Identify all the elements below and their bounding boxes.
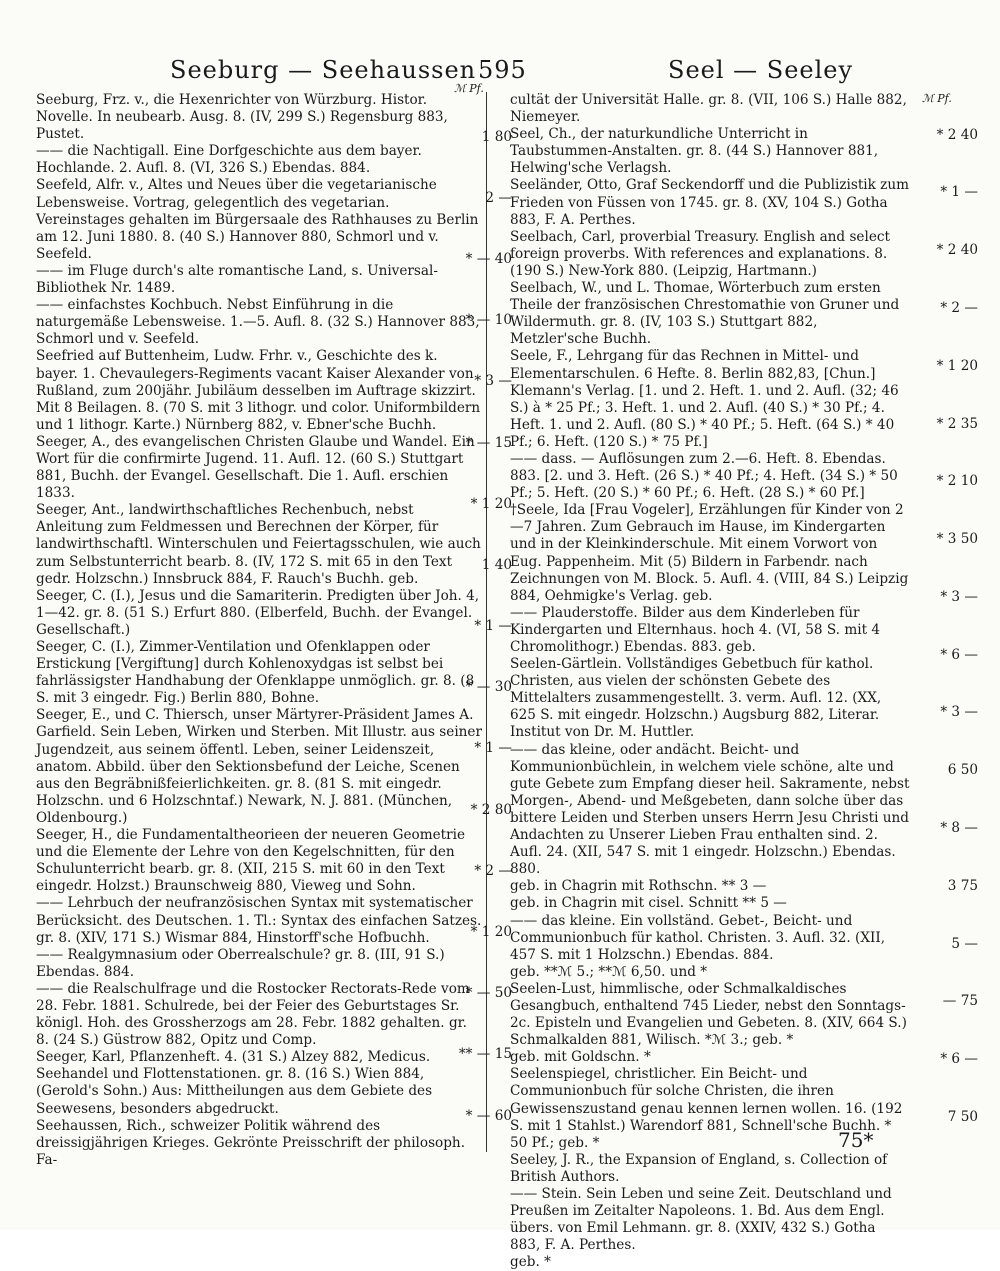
- price-value: — 75: [942, 993, 978, 1009]
- bibliography-entry: —— Stein. Sein Leben und seine Zeit. Deutschland und Preußen im Zeitalter Napoleons. 1. Bd. Aus dem Engl. übers. von Emil Lehmann. gr. 8. (XXIV, 432 S.) Gotha 883, F. A. Perthes.: [510, 1186, 892, 1254]
- bibliography-entry: Seelen-Gärtlein. Vollständiges Gebetbuch für kathol. Christen, aus vielen der schönsten Gebete des Mittelalters zusammengestellt. 3. verm. Aufl. 12. (XX, 625 S. mit eingedr. Holzschn.) Augsburg 882, Literar. Institut von Dr. M. Huttler.: [510, 656, 882, 741]
- bibliography-entry: geb. **ℳ 5.; **ℳ 6,50. und *: [510, 963, 708, 980]
- bibliography-entry: Seeger, A., des evangelischen Christen Glaube und Wandel. Ein Wort für die confirmirte Jugend. 11. Aufl. 12. (60 S.) Stuttgart 881, Buchh. der Evangel. Gesellschaft. Die 1. Aufl. erschien 1833.: [36, 433, 475, 502]
- bibliography-entry: —— Lehrbuch der neufranzösischen Syntax mit systematischer Berücksicht. des Deutschen. 1. Tl.: Syntax des einfachen Satzes. gr. 8. (XIV, 171 S.) Wismar 884, Hinstorff'sche Hofbuchh.: [36, 895, 482, 946]
- bibliography-entry: Seeger, H., die Fundamentaltheorieen der neueren Geometrie und die Elemente der Lehre von den Kegelschnitten, für den Schulunterricht bearb. gr. 8. (XII, 215 S. mit 60 in den Text eingedr. Holzst.) Braunschweig 880, Vieweg und Sohn.: [36, 827, 465, 895]
- right-column: [510, 92, 910, 1271]
- price-value: * 1 —: [940, 184, 978, 200]
- price-value: * — 30: [465, 679, 512, 695]
- bibliography-entry: Seel, Ch., der naturkundliche Unterricht in Taubstummen-Anstalten. gr. 8. (44 S.) Hannover 881, Helwing'sche Verlagsh.: [510, 126, 879, 177]
- price-value: * 1 20: [470, 924, 512, 940]
- bibliography-entry: Seehandel und Flottenstationen. gr. 8. (16 S.) Wien 884, (Gerold's Sohn.) Aus: Mittheilungen aus dem Gebiete des Seewesens, besonders abgedruckt.: [36, 1066, 433, 1117]
- bibliography-entry: cultät der Universität Halle. gr. 8. (VII, 106 S.) Halle 882, Niemeyer.: [510, 92, 907, 126]
- price-value: 6 50: [947, 762, 978, 778]
- page-number: 595: [478, 56, 527, 84]
- bibliography-entry: —— Plauderstoffe. Bilder aus dem Kinderleben für Kindergarten und Elternhaus. hoch 4. (VI, 58 S. mit 4 Chromolithogr.) Ebendas. 883. geb.: [510, 604, 880, 655]
- running-header-left: Seeburg — Seehaussen: [170, 56, 477, 84]
- bibliography-entry: Seeger, Karl, Pflanzenheft. 4. (31 S.) Alzey 882, Medicus.: [36, 1049, 431, 1066]
- price-value: 1 80: [481, 129, 512, 145]
- price-value: * 2 —: [474, 863, 512, 879]
- price-value: * 1 —: [474, 740, 512, 756]
- running-header-right: Seel — Seeley: [668, 56, 854, 84]
- price-value: * 2 10: [936, 473, 978, 489]
- price-value: ** — 15: [458, 1046, 512, 1062]
- bibliography-entry: —— Realgymnasium oder Oberrealschule? gr. 8. (III, 91 S.) Ebendas. 884.: [36, 946, 445, 980]
- price-value: * 1 —: [474, 618, 512, 634]
- bibliography-entry: —— das kleine, oder andächt. Beicht- und Kommunionbüchlein, in welchem viele schöne, alte und gute Gebete zum Empfang dieser heil. Sakramente, nebst Morgen-, Abend- und Meßgebeten, dann solche über das bittere Leiden und Sterben unsers Herrn Jesu Christi und Andachten zu Unserer Lieben Frau enthalten sind. 2. Aufl. 24. (XII, 547 S. mit 1 eingedr. Holzschn.) Ebendas. 880.: [510, 741, 910, 878]
- price-value: 1 40: [481, 557, 512, 573]
- price-value: * 2 35: [936, 416, 978, 432]
- price-value: * — 15: [465, 435, 512, 451]
- bibliography-entry: —— einfachstes Kochbuch. Nebst Einführung in die naturgemäße Lebensweise. 1.—5. Aufl. 8. (32 S.) Hannover 883, Schmorl und v. Seefeld.: [36, 297, 480, 348]
- price-value: * 3 —: [940, 704, 978, 720]
- price-value: * 3 —: [474, 373, 512, 389]
- bibliography-entry: Seeländer, Otto, Graf Seckendorff und die Publizistik zum Frieden von Füssen von 1745. gr. 8. (XV, 104 S.) Gotha 883, F. A. Perthes.: [510, 177, 909, 228]
- bibliography-entry: †Seele, Ida [Frau Vogeler], Erzählungen für Kinder von 2—7 Jahren. Zum Gebrauch im Hause, im Kindergarten und in der Kleinkinderschule. Mit einem Vorwort von Eug. Pappenheim. Mit (5) Bildern in Farbendr. nach Zeichnungen von M. Block. 5. Aufl. 4. (VIII, 84 S.) Leipzig 884, Oehmigke's Verlag. geb.: [510, 502, 909, 604]
- price-value: 2 —: [485, 190, 512, 206]
- price-value: 5 —: [951, 936, 978, 952]
- price-value: * 1 20: [470, 496, 512, 512]
- bibliography-entry: Seefeld, Alfr. v., Altes und Neues über die vegetarianische Lebensweise. Vortrag, gelegentlich des vegetarian. Vereinstages gehalten im Bürgersaale des Rathhauses zu Berlin am 12. Juni 1880. 8. (40 S.) Hannover 880, Schmorl und v. Seefeld.: [36, 177, 479, 262]
- bibliography-entry: Seelbach, W., und L. Thomae, Wörterbuch zum ersten Theile der französischen Chrestomathie von Gruner und Wildermuth. gr. 8. (IV, 103 S.) Stuttgart 882, Metzler'sche Buchh.: [510, 280, 900, 348]
- bibliography-entry: —— die Realschulfrage und die Rostocker Rectorats-Rede vom 28. Febr. 1881. Schulrede, bei der Feier des Geburtstages Sr. königl. Hoh. des Grossherzogs am 28. Febr. 1882 gehalten. gr. 8. (24 S.) Güstrow 882, Opitz und Comp.: [36, 980, 470, 1049]
- price-value: 7 50: [947, 1109, 978, 1125]
- bibliography-entry: Seefried auf Buttenheim, Ludw. Frhr. v., Geschichte des k. bayer. 1. Chevaulegers-Regiments vacant Kaiser Alexander von Rußland, zum 200jähr. Jubiläum desselben im Auftrage skizzirt. Mit 8 Beilagen. 8. (70 S. mit 3 lithogr. und color. Uniformbildern und 1 lithogr. Karte.) Nürnberg 882, v. Ebner'sche Buchh.: [36, 348, 481, 433]
- bibliography-entry: Seeley, J. R., the Expansion of England, s. Collection of British Authors.: [510, 1151, 888, 1185]
- bibliography-entry: geb. mit Goldschn. *: [510, 1049, 651, 1066]
- bibliography-entry: Seelen-Lust, himmlische, oder Schmalkaldisches Gesangbuch, enthaltend 745 Lieder, nebst den Sonntags- 2c. Episteln und Evangelien und Gebeten. 8. (XIV, 664 S.) Schmalkalden 881, Wilisch. *ℳ 3.; geb. *: [510, 980, 907, 1049]
- price-value: * 1 20: [936, 358, 978, 374]
- bibliography-entry: Seehaussen, Rich., schweizer Politik während des dreissigjährigen Krieges. Gekrönte Preisschrift der philosoph. Fa-: [36, 1117, 466, 1168]
- signature-mark: 75*: [838, 1128, 874, 1152]
- price-value: * — 60: [465, 1108, 512, 1124]
- bibliography-entry: —— im Fluge durch's alte romantische Land, s. Universal-Bibliothek Nr. 1489.: [36, 262, 438, 297]
- bibliography-entry: Seele, F., Lehrgang für das Rechnen in Mittel- und Elementarschulen. 6 Hefte. 8. Berlin 882,83, [Chun.] Klemann's Verlag. [1. und 2. Heft. 1. und 2. Aufl. (32; 46 S.) à * 25 Pf.; 3. Heft. 1. und 2. Aufl. (40 S.) * 30 Pf.; 4. Heft. 1. und 2. Aufl. (80 S.) * 40 Pf.; 5. Heft. (64 S.) * 40 Pf.; 6. Heft. (120 S.) * 75 Pf.]: [510, 348, 899, 450]
- price-value: * 3 50: [936, 531, 978, 547]
- bibliography-entry: —— dass. — Auflösungen zum 2.—6. Heft. 8. Ebendas. 883. [2. und 3. Heft. (26 S.) * 40 Pf.; 4. Heft. (34 S.) * 50 Pf.; 5. Heft. (20 S.) * 60 Pf.; 6. Heft. (28 S.) * 60 Pf.]: [510, 450, 898, 502]
- price-header-left: ℳ Pf.: [454, 82, 484, 95]
- bibliography-entry: —— das kleine. Ein vollständ. Gebet-, Beicht- und Communionbuch für kathol. Christen. 3. Aufl. 32. (XII, 457 S. mit 1 Holzschn.) Ebendas. 884.: [510, 912, 886, 963]
- price-value: * 3 —: [940, 589, 978, 605]
- bibliography-entry: Seeger, E., und C. Thiersch, unser Märtyrer-Präsident James A. Garfield. Sein Leben, Wirken und Sterben. Mit Illustr. aus seiner Jugendzeit, aus seinem öffentl. Leben, seiner Leidenszeit, anatom. Abbild. über den Sektionsbefund der Leiche, Scenen aus den Begräbnißfeierlichkeiten. gr. 8. (81 S. mit eingedr. Holzschn. und 6 Holzschntaf.) Newark, N. J. 881. (München, Oldenbourg.): [36, 707, 482, 826]
- bibliography-entry: Seeger, C. (I.), Zimmer-Ventilation und Ofenklappen oder Erstickung [Vergiftung] durch Kohlenoxydgas ist selbst bei fahrlässigster Handhabung der Ofenklappe unmöglich. gr. 8. (8 S. mit 3 eingedr. Fig.) Berlin 880, Bohne.: [36, 639, 475, 707]
- bibliography-entry: Seeger, Ant., landwirthschaftliches Rechenbuch, nebst Anleitung zum Feldmessen und Berechnen der Körper, für landwirthschaftl. Winterschulen und Feiertagsschulen, wie auch zum Selbstunterricht bearb. 8. (IV, 172 S. mit 65 in den Text gedr. Holzschn.) Innsbruck 884, F. Rauch's Buchh. geb.: [36, 502, 481, 587]
- price-value: * — 40: [465, 251, 512, 267]
- price-value: * — 10: [465, 312, 512, 328]
- bibliography-entry: —— die Nachtigall. Eine Dorfgeschichte aus dem bayer. Hochlande. 2. Aufl. 8. (VI, 326 S.) Ebendas. 884.: [36, 143, 422, 177]
- price-value: * 6 —: [940, 647, 978, 663]
- bibliography-entry: geb. in Chagrin mit cisel. Schnitt ** 5 —: [510, 895, 787, 912]
- price-header-right: ℳ Pf.: [922, 92, 952, 105]
- bibliography-entry: Seeger, C. (I.), Jesus und die Samariterin. Predigten über Joh. 4, 1—42. gr. 8. (51 S.) Erfurt 880. (Elberfeld, Buchh. der Evangel. Gesellschaft.): [36, 587, 480, 638]
- price-value: * 2 40: [936, 242, 978, 258]
- bibliography-entry: geb. in Chagrin mit Rothschn. ** 3 —: [510, 878, 767, 895]
- bibliography-entry: Seeburg, Frz. v., die Hexenrichter von Würzburg. Histor. Novelle. In neubearb. Ausg. 8. (IV, 299 S.) Regensburg 883, Pustet.: [36, 92, 448, 143]
- price-value: 3 75: [947, 878, 978, 894]
- price-value: * 2 —: [940, 300, 978, 316]
- price-value: * 2 40: [936, 127, 978, 143]
- price-value: * 6 —: [940, 1051, 978, 1067]
- bibliography-entry: Seelenspiegel, christlicher. Ein Beicht- und Communionbuch für solche Christen, die ihren Gewissenszustand genau kennen lernen wollen. 16. (192 S. mit 1 Stahlst.) Warendorf 881, Schnell'sche Buchh. * 50 Pf.; geb. *: [510, 1066, 903, 1151]
- price-value: * — 50: [465, 985, 512, 1001]
- price-value: * 8 —: [940, 820, 978, 836]
- price-value: * 2 80: [470, 802, 512, 818]
- left-column: [36, 92, 482, 1169]
- bibliography-entry: geb. *: [510, 1254, 551, 1271]
- bibliography-entry: Seelbach, Carl, proverbial Treasury. English and select foreign proverbs. With references and explanations. 8. (190 S.) New-York 880. (Leipzig, Hartmann.): [510, 228, 890, 279]
